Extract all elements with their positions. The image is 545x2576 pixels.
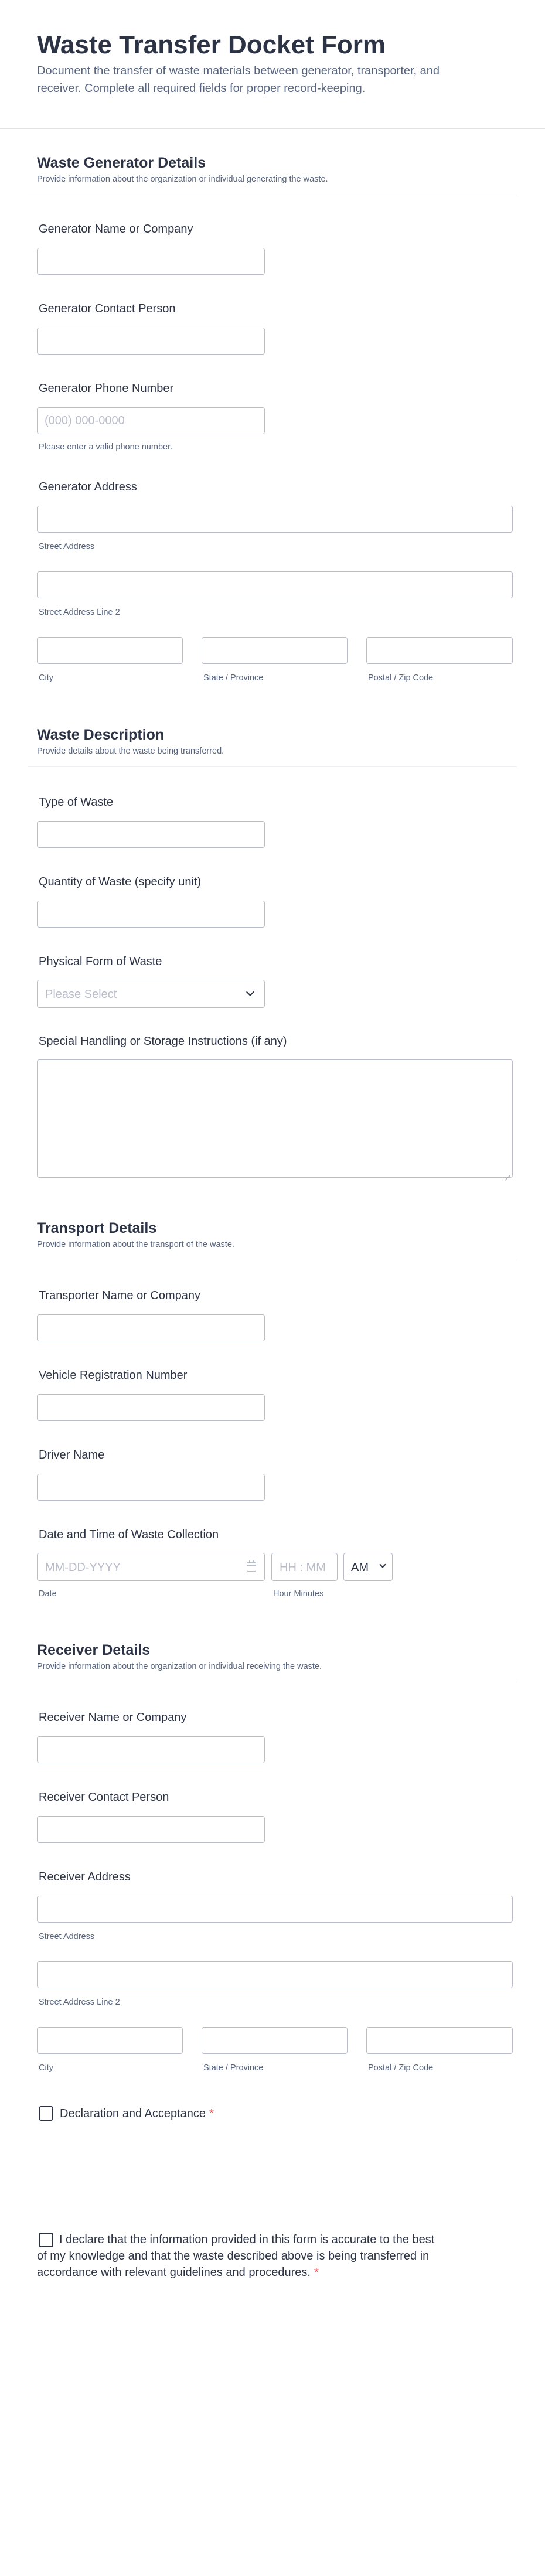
waste-quantity-input[interactable] [37,901,265,928]
receiver-postal-input[interactable] [366,2027,513,2054]
collection-time-input[interactable] [271,1553,338,1581]
generator-street2-input[interactable] [37,571,513,598]
transporter-name-label: Transporter Name or Company [39,1289,201,1302]
receiver-name-input[interactable] [37,1736,265,1763]
receiver-street2-sublabel: Street Address Line 2 [39,1998,120,2007]
declaration-label[interactable] [60,2106,214,2121]
waste-section-description: Provide details about the waste being transferred. [37,747,224,756]
waste-form-label: Physical Form of Waste [39,955,162,968]
date-placeholder: MM-DD-YYYY [45,1561,121,1574]
generator-phone-hint: Please enter a valid phone number. [39,442,173,452]
required-asterisk: * [209,2107,214,2120]
ampm-select[interactable] [343,1553,393,1581]
receiver-city-sublabel: City [39,2063,53,2073]
required-asterisk: * [314,2266,319,2279]
generator-street2-sublabel: Street Address Line 2 [39,608,120,617]
chevron-down-icon [379,1561,386,1568]
generator-contact-label: Generator Contact Person [39,302,176,315]
generator-phone-label: Generator Phone Number [39,382,174,395]
receiver-street-sublabel: Street Address [39,1932,95,1941]
date-sublabel: Date [39,1589,57,1599]
calendar-icon[interactable] [247,1562,256,1572]
resize-handle-icon[interactable] [505,1170,510,1175]
generator-state-sublabel: State / Province [203,673,264,683]
receiver-contact-input[interactable] [37,1816,265,1843]
generator-name-input[interactable] [37,248,265,275]
generator-state-input[interactable] [202,637,348,664]
driver-name-input[interactable] [37,1474,265,1501]
form-title: Waste Transfer Docket Form [37,30,386,59]
ampm-selected-value: AM [351,1561,369,1574]
form-header [0,0,545,129]
transport-section-description: Provide information about the transport of the waste. [37,1240,234,1249]
declaration-statement-text: I declare that the information provided in this form is accurate to the best of my knowledge and that the waste described above is being transferred in accordance with relevant guidelines and procedures. [37,2233,435,2279]
generator-city-sublabel: City [39,673,53,683]
collection-datetime-label: Date and Time of Waste Collection [39,1528,219,1541]
generator-street-input[interactable] [37,506,513,533]
receiver-postal-sublabel: Postal / Zip Code [368,2063,434,2073]
receiver-contact-label: Receiver Contact Person [39,1791,169,1804]
generator-section-title: Waste Generator Details [37,155,206,171]
transport-section-title: Transport Details [37,1220,157,1236]
generator-postal-sublabel: Postal / Zip Code [368,673,434,683]
generator-contact-input[interactable] [37,328,265,355]
generator-city-input[interactable] [37,637,183,664]
waste-form-select[interactable] [37,980,265,1008]
waste-type-label: Type of Waste [39,796,114,809]
transporter-name-input[interactable] [37,1314,265,1341]
receiver-state-input[interactable] [202,2027,348,2054]
vehicle-registration-label: Vehicle Registration Number [39,1369,188,1382]
vehicle-registration-input[interactable] [37,1394,265,1421]
driver-name-label: Driver Name [39,1449,105,1461]
time-sublabel: Hour Minutes [273,1589,324,1599]
waste-section-title: Waste Description [37,727,165,743]
waste-handling-label: Special Handling or Storage Instructions (if any) [39,1035,287,1048]
generator-section-description: Provide information about the organization or individual generating the waste. [37,175,328,184]
waste-type-input[interactable] [37,821,265,848]
receiver-section-title: Receiver Details [37,1642,151,1658]
generator-address-label: Generator Address [39,481,137,493]
chevron-down-icon [246,988,254,996]
generator-name-label: Generator Name or Company [39,223,193,236]
time-placeholder: HH : MM [280,1561,326,1574]
generator-postal-input[interactable] [366,637,513,664]
receiver-state-sublabel: State / Province [203,2063,264,2073]
receiver-city-input[interactable] [37,2027,183,2054]
section-divider [28,766,517,767]
declaration-statement[interactable] [37,2231,447,2281]
declaration-label-text: Declaration and Acceptance [60,2107,206,2120]
receiver-street-input[interactable] [37,1896,513,1923]
waste-form-selected-value: Please Select [45,988,117,1001]
form-description: Document the transfer of waste materials between generator, transporter, and receiver. Complete all required fields for proper record-keeping. [37,64,440,95]
collection-date-input[interactable] [37,1553,265,1581]
declaration-checkbox[interactable] [39,2106,53,2121]
waste-quantity-label: Quantity of Waste (specify unit) [39,875,202,888]
generator-phone-input[interactable] [37,407,265,434]
generator-street-sublabel: Street Address [39,542,95,551]
receiver-section-description: Provide information about the organization or individual receiving the waste. [37,1662,322,1671]
receiver-street2-input[interactable] [37,1961,513,1988]
waste-handling-textarea[interactable] [37,1059,513,1178]
receiver-address-label: Receiver Address [39,1870,131,1883]
receiver-name-label: Receiver Name or Company [39,1711,187,1724]
